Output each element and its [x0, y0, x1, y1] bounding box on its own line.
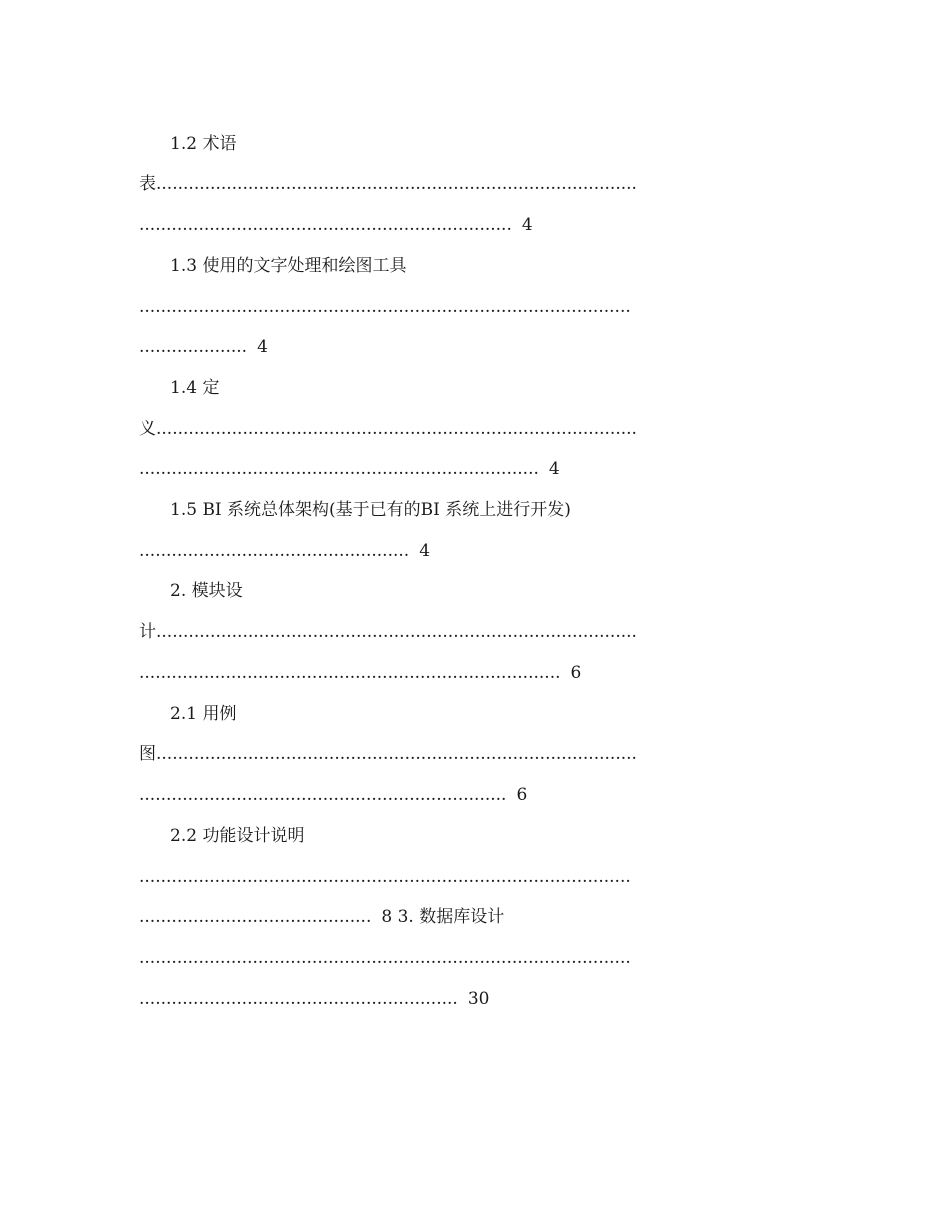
toc-entry-leader [139, 540, 809, 562]
toc-entry-leader [139, 947, 809, 969]
dot-leader: ..................................................................... [139, 215, 512, 235]
toc-entry-title: 2. 模块设 [170, 581, 243, 601]
toc-entry-leader [139, 988, 809, 1010]
toc-entry-leader [139, 906, 809, 928]
dot-leader: ........................................................................................... [139, 867, 631, 887]
dot-leader: ......................................................................................... [156, 419, 637, 439]
toc-entry-leader [139, 458, 809, 480]
dot-leader: ........................................................... [139, 989, 458, 1009]
toc-entry-title: 2.1 用例 [170, 704, 237, 724]
toc-entry-leader [139, 784, 809, 806]
page-number: 30 [467, 989, 490, 1009]
toc-entry-leader [139, 336, 809, 358]
dot-leader: ......................................................................................... [156, 174, 637, 194]
toc-entry-title: 1.4 定 [170, 378, 220, 398]
page-number: 4 [521, 215, 533, 235]
dot-leader: ......................................................................................... [156, 744, 637, 764]
dot-leader: .................... [139, 337, 248, 357]
dot-leader: ......................................................................................... [156, 622, 637, 642]
dot-leader: ........................................................................................... [139, 948, 631, 968]
toc-entry-leader [139, 621, 809, 643]
page-number: 6 [516, 785, 528, 805]
toc-entry-leader [139, 866, 809, 888]
toc-entry-leader [139, 743, 809, 765]
dot-leader: .................................................................... [139, 785, 507, 805]
toc-entry-leader [139, 662, 809, 684]
dot-leader: .................................................. [139, 541, 410, 561]
dot-leader: ........................................................................................... [139, 297, 631, 317]
toc-entry-title: 2.2 功能设计说明 [170, 826, 305, 846]
dot-leader: ........................................... [139, 907, 372, 927]
toc-entry-title: 1.5 BI 系统总体架构(基于已有的BI 系统上进行开发) [170, 500, 571, 520]
page-number: 6 [570, 663, 582, 683]
toc-entry-title-tail: 计 [139, 622, 156, 642]
toc-entry-title: 1.3 使用的文字处理和绘图工具 [170, 256, 407, 276]
toc-entry-leader [139, 214, 809, 236]
page-number: 4 [419, 541, 431, 561]
page-number-and-next-title: 8 3. 数据库设计 [381, 907, 505, 927]
toc-entry-title-tail: 表 [139, 174, 156, 194]
toc-entry-title: 1.2 术语 [170, 134, 237, 154]
toc-entry-title-tail: 图 [139, 744, 156, 764]
toc-entry-leader [139, 418, 809, 440]
page-number: 4 [257, 337, 268, 357]
toc-entry-title-tail: 义 [139, 419, 156, 439]
toc-entry-leader [139, 173, 809, 195]
dot-leader: .............................................................................. [139, 663, 561, 683]
dot-leader: .......................................................................... [139, 459, 539, 479]
page-number: 4 [548, 459, 560, 479]
toc-entry-leader [139, 296, 809, 318]
